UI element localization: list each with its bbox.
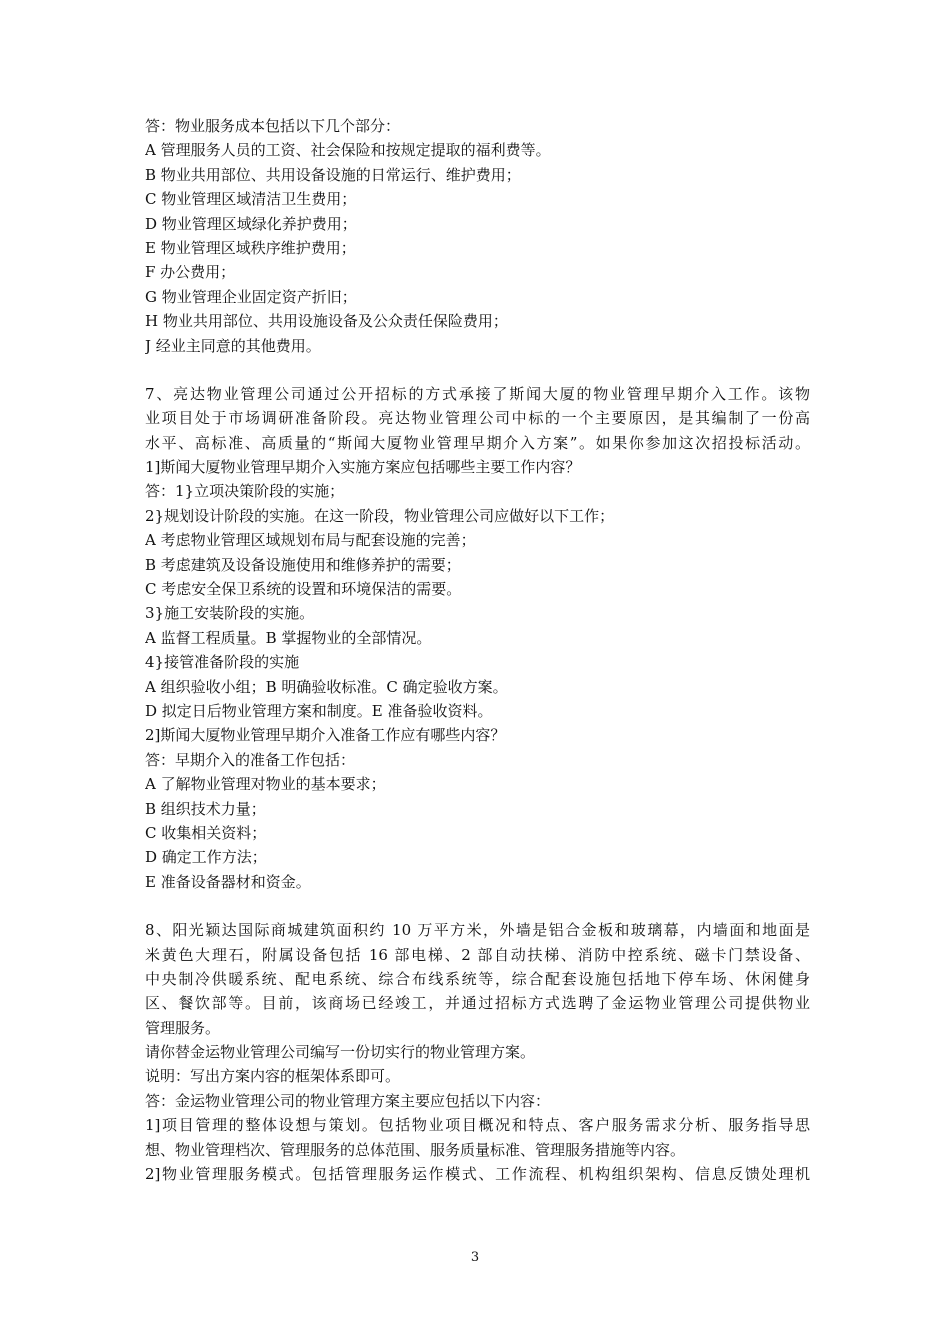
text-line: 中央制冷供暖系统、配电系统、综合布线系统等，综合配套设施包括地下停车场、休闲健身 (145, 969, 810, 988)
text-line: E 物业管理区域秩序维护费用； (145, 238, 356, 257)
text-line: 8、阳光颖达国际商城建筑面积约 10 万平方米，外墙是铝合金板和玻璃幕，内墙面和地面是 (145, 921, 810, 940)
text-line: F 办公费用； (145, 263, 236, 282)
text-line: 业项目处于市场调研准备阶段。亮达物业管理公司中标的一个主要原因，是其编制了一份高 (145, 409, 810, 428)
text-line: D 物业管理区域绿化养护费用； (145, 214, 357, 233)
text-line: 水平、高标准、高质量的“斯闻大厦物业管理早期介入方案”。如果你参加这次招投标活动。 (145, 433, 810, 452)
section-8-question (145, 918, 810, 1186)
text-line: 说明：写出方案内容的框架体系即可。 (145, 1067, 401, 1086)
text-line: 1]斯闻大厦物业管理早期介入实施方案应包括哪些主要工作内容？ (145, 458, 581, 477)
text-line: A 组织验收小组；B 明确验收标准。C 确定验收方案。 (145, 677, 508, 696)
text-line: A 监督工程质量。B 掌握物业的全部情况。 (145, 628, 432, 647)
text-line: 4}接管准备阶段的实施 (145, 653, 300, 672)
text-line: 2]物业管理服务模式。包括管理服务运作模式、工作流程、机构组织架构、信息反馈处理机 (145, 1165, 810, 1184)
text-line: 答：物业服务成本包括以下几个部分： (145, 117, 401, 135)
text-line: B 物业共用部位、共用设备设施的日常运行、维护费用； (145, 165, 521, 184)
text-line: B 组织技术力量； (145, 799, 266, 818)
text-line: J 经业主同意的其他费用。 (145, 336, 321, 355)
text-line: D 确定工作方法； (145, 848, 267, 867)
paragraph-gap (145, 894, 810, 918)
text-line: C 物业管理区域清洁卫生费用； (145, 190, 357, 209)
text-line: 2}规划设计阶段的实施。在这一阶段，物业管理公司应做好以下工作； (145, 506, 615, 525)
text-line: D 拟定日后物业管理方案和制度。E 准备验收资料。 (145, 701, 493, 720)
text-line: 答：1}立项决策阶段的实施； (145, 482, 345, 501)
text-line: 米黄色大理石，附属设备包括 16 部电梯、2 部自动扶梯、消防中控系统、磁卡门禁设备、 (145, 945, 810, 964)
text-line: 1]项目管理的整体设想与策划。包括物业项目概况和特点、客户服务需求分析、服务指导思 (145, 1116, 810, 1135)
text-line: E 准备设备器材和资金。 (145, 872, 311, 891)
text-line: 3}施工安装阶段的实施。 (145, 604, 315, 623)
text-line: 答：金运物业管理公司的物业管理方案主要应包括以下内容： (145, 1091, 551, 1110)
text-line: 2]斯闻大厦物业管理早期介入准备工作应有哪些内容？ (145, 726, 506, 745)
text-line: 答：早期介入的准备工作包括： (145, 750, 356, 769)
text-line: C 收集相关资料； (145, 823, 267, 842)
section-6-answer (145, 114, 810, 358)
text-line: A 了解物业管理对物业的基本要求； (145, 775, 386, 794)
text-line: 想、物业管理档次、管理服务的总体范围、服务质量标准、管理服务措施等内容。 (145, 1140, 686, 1159)
text-line: H 物业共用部位、共用设施设备及公众责任保险费用； (145, 312, 508, 331)
text-line: 管理服务。 (145, 1018, 221, 1037)
text-line: G 物业管理企业固定资产折旧； (145, 287, 357, 306)
text-line: B 考虑建筑及设备设施使用和维修养护的需要； (145, 555, 461, 574)
document-body (145, 114, 810, 1186)
text-line: C 考虑安全保卫系统的设置和环境保洁的需要。 (145, 580, 462, 599)
page-number: 3 (470, 1250, 480, 1265)
section-7-question (145, 382, 810, 894)
text-line: 请你替金运物业管理公司编写一份切实行的物业管理方案。 (145, 1043, 536, 1062)
text-line: A 考虑物业管理区域规划布局与配套设施的完善； (145, 531, 476, 550)
text-line: 7、亮达物业管理公司通过公开招标的方式承接了斯闻大厦的物业管理早期介入工作。该物 (145, 384, 810, 403)
text-line: 区、餐饮部等。目前，该商场已经竣工，并通过招标方式选聘了金运物业管理公司提供物业 (145, 994, 810, 1013)
text-line: A 管理服务人员的工资、社会保险和按规定提取的福利费等。 (145, 141, 551, 160)
paragraph-gap (145, 358, 810, 382)
